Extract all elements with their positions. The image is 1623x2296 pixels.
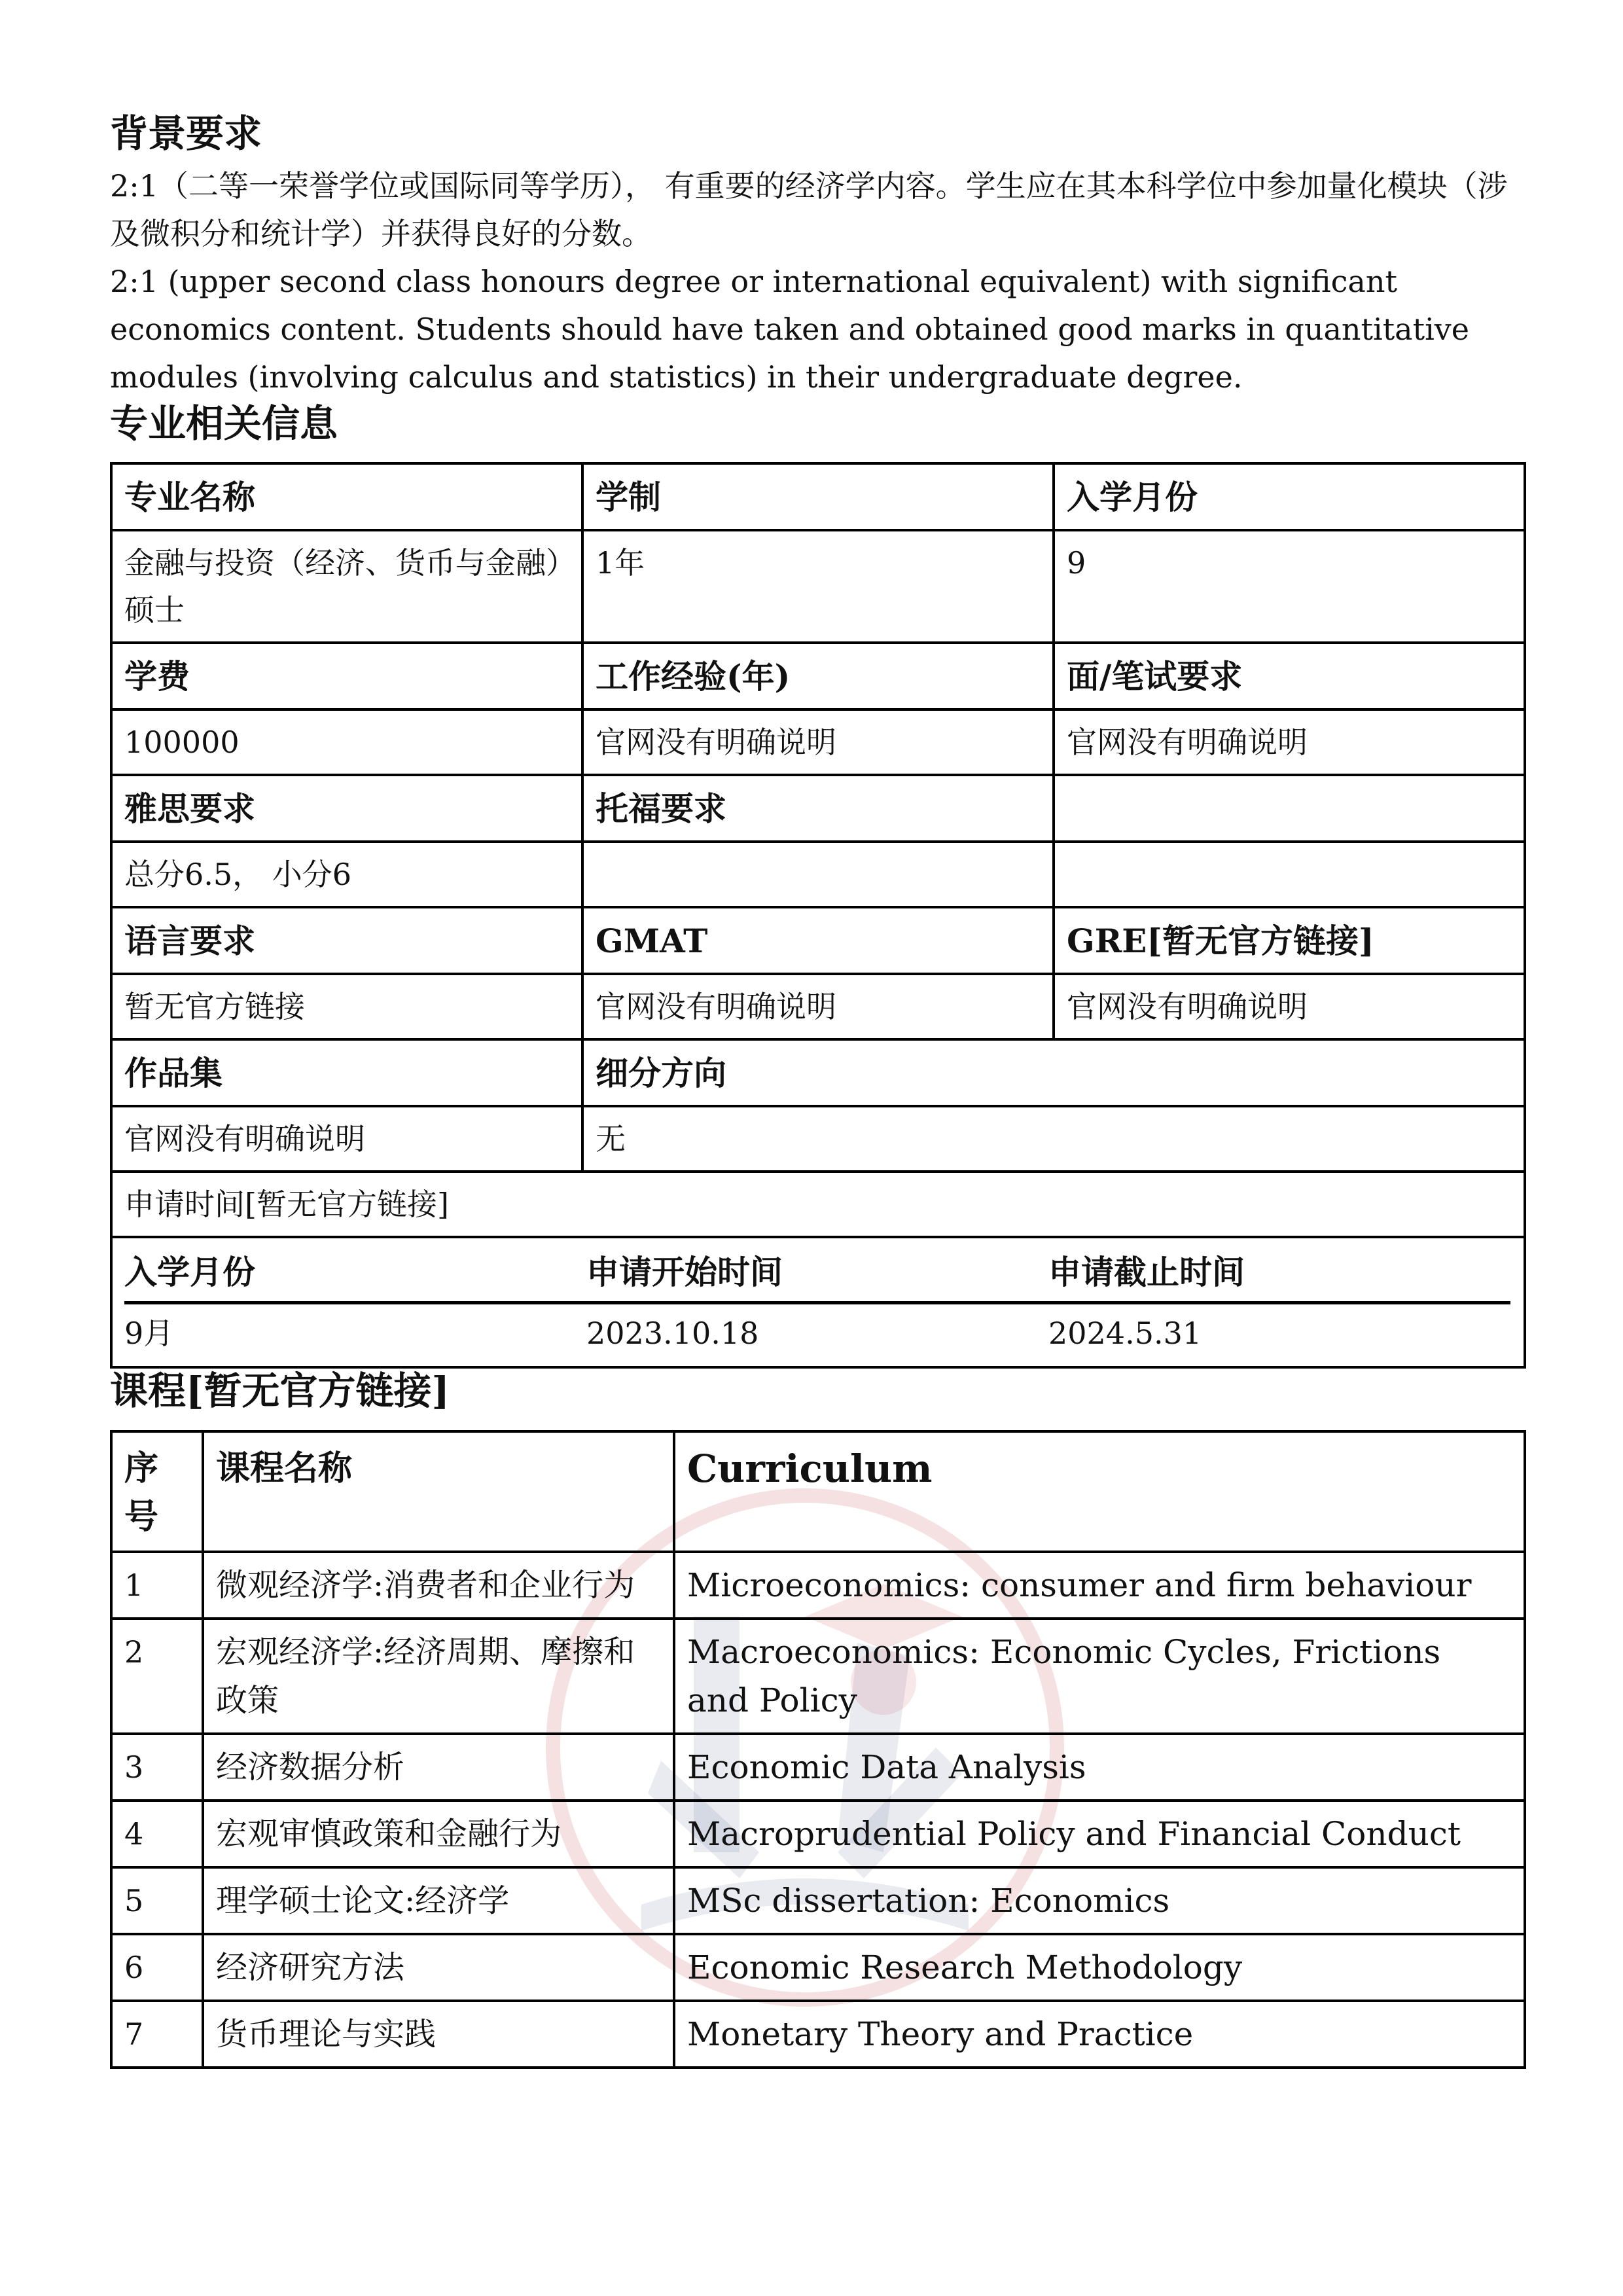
value-interview: 官网没有明确说明 bbox=[1054, 709, 1525, 775]
application-timeline bbox=[124, 1249, 1510, 1357]
label-portfolio: 作品集 bbox=[111, 1039, 582, 1106]
value-tuition: 100000 bbox=[111, 709, 582, 775]
label-ielts: 雅思要求 bbox=[111, 775, 582, 842]
table-row bbox=[111, 1734, 1525, 1801]
table-row bbox=[111, 1934, 1525, 2001]
table-row bbox=[111, 842, 1525, 907]
value-major-name: 金融与投资（经济、货币与金融）硕士 bbox=[111, 530, 582, 643]
course-index: 2 bbox=[111, 1619, 203, 1734]
course-name-cn: 理学硕士论文:经济学 bbox=[203, 1867, 674, 1934]
label-direction: 细分方向 bbox=[582, 1039, 1525, 1106]
label-duration: 学制 bbox=[582, 463, 1054, 530]
timeline-value-intake: 9月 bbox=[124, 1316, 174, 1352]
timeline-header-row bbox=[124, 1249, 1510, 1303]
table-row bbox=[111, 974, 1525, 1039]
major-info-table bbox=[110, 462, 1526, 1369]
label-tuition: 学费 bbox=[111, 643, 582, 709]
course-name-cn: 宏观审慎政策和金融行为 bbox=[203, 1801, 674, 1867]
table-row bbox=[111, 1619, 1525, 1734]
header-index: 序号 bbox=[111, 1431, 203, 1552]
course-name-cn: 宏观经济学:经济周期、摩擦和政策 bbox=[203, 1619, 674, 1734]
application-timeline-cell bbox=[111, 1237, 1525, 1367]
table-row bbox=[111, 1867, 1525, 1934]
courses-title: 课程[暂无官方链接] bbox=[110, 1369, 450, 1414]
course-name-en: Macroeconomics: Economic Cycles, Frictions and Policy bbox=[674, 1619, 1525, 1734]
table-row bbox=[111, 709, 1525, 775]
table-row bbox=[111, 1039, 1525, 1106]
table-row bbox=[111, 1552, 1525, 1619]
value-duration: 1年 bbox=[582, 530, 1054, 643]
label-work-exp: 工作经验(年) bbox=[582, 643, 1054, 709]
label-toefl: 托福要求 bbox=[582, 775, 1054, 842]
background-text-en: 2:1 (upper second class honours degree or international equivalent) with significant economics content. Students should have taken and obtained good marks in quantitative modules (involving calculus and statistics) in their undergraduate degree. bbox=[110, 263, 1470, 395]
table-row bbox=[111, 643, 1525, 709]
label-language: 语言要求 bbox=[111, 907, 582, 974]
course-name-en: MSc dissertation: Economics bbox=[674, 1867, 1525, 1934]
label-gre: GRE[暂无官方链接] bbox=[1054, 907, 1525, 974]
value-language: 暂无官方链接 bbox=[111, 974, 582, 1039]
background-section bbox=[110, 111, 1524, 401]
course-index: 7 bbox=[111, 2001, 203, 2068]
course-name-en: Economic Data Analysis bbox=[674, 1734, 1525, 1801]
header-curriculum: Curriculum bbox=[674, 1431, 1525, 1552]
major-info-title: 专业相关信息 bbox=[110, 401, 338, 446]
course-name-cn: 经济研究方法 bbox=[203, 1934, 674, 2001]
table-row bbox=[111, 530, 1525, 643]
table-row bbox=[111, 907, 1525, 974]
value-intake: 9 bbox=[1054, 530, 1525, 643]
value-work-exp: 官网没有明确说明 bbox=[582, 709, 1054, 775]
timeline-header-intake: 入学月份 bbox=[124, 1249, 586, 1303]
value-direction: 无 bbox=[582, 1106, 1525, 1172]
label-gmat: GMAT bbox=[582, 907, 1054, 974]
table-row bbox=[111, 463, 1525, 530]
table-row bbox=[111, 1431, 1525, 1552]
course-index: 5 bbox=[111, 1867, 203, 1934]
value-gmat: 官网没有明确说明 bbox=[582, 974, 1054, 1039]
label-major-name: 专业名称 bbox=[111, 463, 582, 530]
timeline-value-row bbox=[124, 1303, 1510, 1357]
timeline-value-start: 2023.10.18 bbox=[586, 1316, 759, 1352]
course-index: 3 bbox=[111, 1734, 203, 1801]
course-name-en: Microeconomics: consumer and firm behaviour bbox=[674, 1552, 1525, 1619]
table-row bbox=[111, 775, 1525, 842]
table-row bbox=[111, 2001, 1525, 2068]
timeline-header-deadline: 申请截止时间 bbox=[1048, 1249, 1510, 1303]
course-name-en: Economic Research Methodology bbox=[674, 1934, 1525, 2001]
table-row bbox=[111, 1237, 1525, 1367]
timeline-header-start: 申请开始时间 bbox=[586, 1249, 1048, 1303]
value-gre: 官网没有明确说明 bbox=[1054, 974, 1525, 1039]
course-name-cn: 经济数据分析 bbox=[203, 1734, 674, 1801]
label-intake: 入学月份 bbox=[1054, 463, 1525, 530]
document-page bbox=[110, 111, 1524, 2069]
background-text-cn: 2:1（二等一荣誉学位或国际同等学历）， 有重要的经济学内容。学生应在其本科学位中参加量化模块（涉及微积分和统计学）并获得良好的分数。 bbox=[110, 168, 1508, 251]
course-name-cn: 微观经济学:消费者和企业行为 bbox=[203, 1552, 674, 1619]
label-application-time: 申请时间[暂无官方链接] bbox=[111, 1172, 1525, 1237]
label-interview: 面/笔试要求 bbox=[1054, 643, 1525, 709]
course-name-cn: 货币理论与实践 bbox=[203, 2001, 674, 2068]
table-row bbox=[111, 1106, 1525, 1172]
value-toefl bbox=[582, 842, 1054, 907]
value-portfolio: 官网没有明确说明 bbox=[111, 1106, 582, 1172]
timeline-value-deadline: 2024.5.31 bbox=[1048, 1316, 1202, 1352]
value-ielts: 总分6.5， 小分6 bbox=[111, 842, 582, 907]
table-row bbox=[111, 1172, 1525, 1237]
header-course-name: 课程名称 bbox=[203, 1431, 674, 1552]
course-name-en: Macroprudential Policy and Financial Conduct bbox=[674, 1801, 1525, 1867]
table-row bbox=[111, 1801, 1525, 1867]
background-title: 背景要求 bbox=[110, 111, 262, 156]
courses-table bbox=[110, 1430, 1526, 2069]
course-index: 1 bbox=[111, 1552, 203, 1619]
empty-cell bbox=[1054, 842, 1525, 907]
empty-cell bbox=[1054, 775, 1525, 842]
course-index: 6 bbox=[111, 1934, 203, 2001]
course-index: 4 bbox=[111, 1801, 203, 1867]
course-name-en: Monetary Theory and Practice bbox=[674, 2001, 1525, 2068]
